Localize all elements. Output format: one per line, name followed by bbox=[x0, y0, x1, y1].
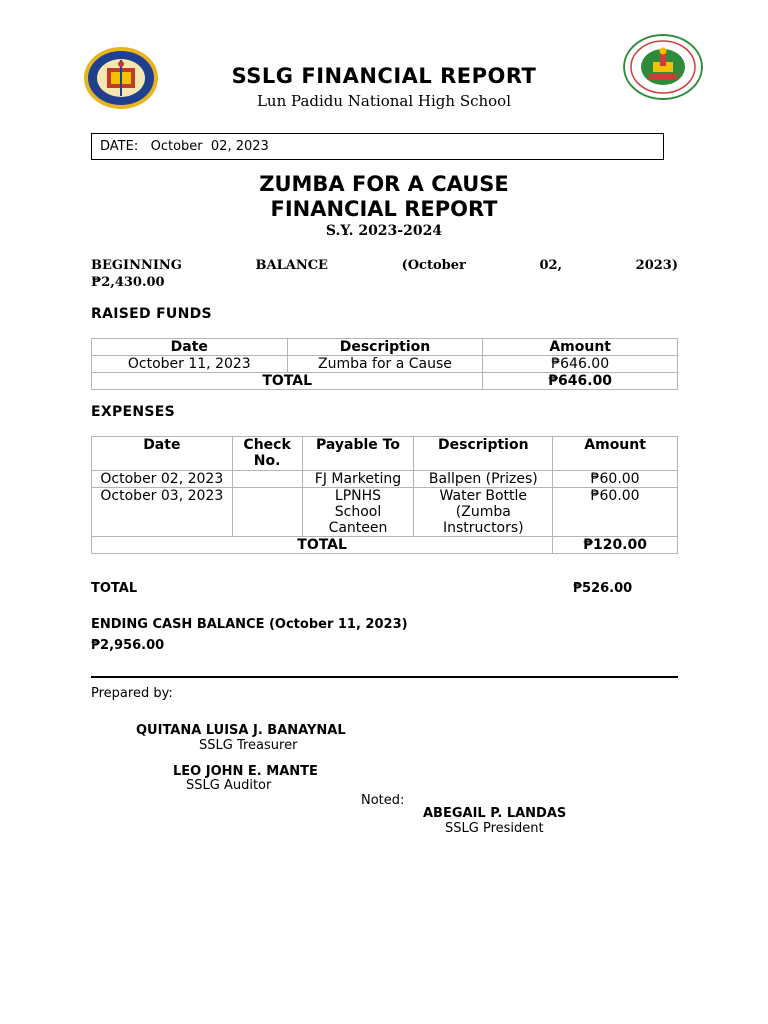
beginning-balance-amount: ₱2,430.00 bbox=[91, 275, 165, 290]
date-label: DATE: bbox=[100, 139, 139, 154]
report-title-line1: ZUMBA FOR A CAUSE bbox=[259, 172, 509, 196]
column-header: Description bbox=[414, 437, 553, 471]
total-label: TOTAL bbox=[92, 537, 553, 554]
beginning-word-1: BEGINNING bbox=[91, 258, 182, 273]
table-header-row bbox=[92, 437, 678, 471]
cell-check-no bbox=[232, 488, 302, 537]
cell-amount: ₱60.00 bbox=[553, 471, 678, 488]
prepared-by-label: Prepared by: bbox=[91, 686, 173, 701]
ending-balance-label: ENDING CASH BALANCE (October 11, 2023) bbox=[91, 617, 408, 632]
raised-funds-heading: RAISED FUNDS bbox=[91, 306, 212, 322]
total-label: TOTAL bbox=[92, 373, 483, 390]
cell-amount: ₱60.00 bbox=[553, 488, 678, 537]
column-header: Amount bbox=[553, 437, 678, 471]
cell-description: Zumba for a Cause bbox=[287, 356, 483, 373]
beginning-word-5: 2023) bbox=[635, 258, 678, 273]
column-header: Payable To bbox=[302, 437, 414, 471]
table-row bbox=[92, 488, 678, 537]
table-header-row bbox=[92, 339, 678, 356]
table-total-row bbox=[92, 537, 678, 554]
president-role: SSLG President bbox=[445, 821, 544, 836]
expenses-table bbox=[91, 436, 678, 554]
cell-date: October 03, 2023 bbox=[92, 488, 233, 537]
column-header: Check No. bbox=[232, 437, 302, 471]
date-box bbox=[91, 133, 664, 160]
cell-payable-to: LPNHS School Canteen bbox=[302, 488, 414, 537]
date-value: October 02, 2023 bbox=[150, 139, 269, 154]
cell-payable-to: FJ Marketing bbox=[302, 471, 414, 488]
column-header: Date bbox=[92, 339, 288, 356]
expenses-heading: EXPENSES bbox=[91, 404, 176, 420]
school-year: S.Y. 2023-2024 bbox=[325, 223, 443, 239]
ending-balance-amount: ₱2,956.00 bbox=[91, 638, 165, 653]
raised-funds-table bbox=[91, 338, 678, 390]
beginning-word-2: BALANCE bbox=[255, 258, 328, 273]
beginning-balance-line bbox=[91, 258, 678, 273]
noted-label: Noted: bbox=[361, 793, 405, 808]
table-total-row bbox=[92, 373, 678, 390]
divider-line bbox=[91, 676, 678, 678]
table-row bbox=[92, 356, 678, 373]
president-name: ABEGAIL P. LANDAS bbox=[423, 806, 567, 821]
total-amount: ₱646.00 bbox=[483, 373, 678, 390]
report-header-title: SSLG FINANCIAL REPORT bbox=[231, 64, 537, 88]
column-header: Date bbox=[92, 437, 233, 471]
column-header: Description bbox=[287, 339, 483, 356]
cell-amount: ₱646.00 bbox=[483, 356, 678, 373]
cell-description: Water Bottle (Zumba Instructors) bbox=[414, 488, 553, 537]
table-row bbox=[92, 471, 678, 488]
beginning-word-4: 02, bbox=[539, 258, 563, 273]
treasurer-role: SSLG Treasurer bbox=[199, 738, 298, 753]
treasurer-name: QUITANA LUISA J. BANAYNAL bbox=[136, 723, 346, 738]
column-header: Amount bbox=[483, 339, 678, 356]
auditor-role: SSLG Auditor bbox=[186, 778, 272, 793]
report-title-line2: FINANCIAL REPORT bbox=[270, 197, 498, 221]
cell-check-no bbox=[232, 471, 302, 488]
auditor-name: LEO JOHN E. MANTE bbox=[173, 764, 318, 779]
cell-date: October 02, 2023 bbox=[92, 471, 233, 488]
cell-description: Ballpen (Prizes) bbox=[414, 471, 553, 488]
grand-total-label: TOTAL bbox=[91, 581, 138, 596]
beginning-word-3: (October bbox=[401, 258, 466, 273]
cell-date: October 11, 2023 bbox=[92, 356, 288, 373]
school-name: Lun Padidu National High School bbox=[256, 92, 512, 110]
grand-total-amount: ₱526.00 bbox=[573, 581, 633, 596]
total-amount: ₱120.00 bbox=[553, 537, 678, 554]
